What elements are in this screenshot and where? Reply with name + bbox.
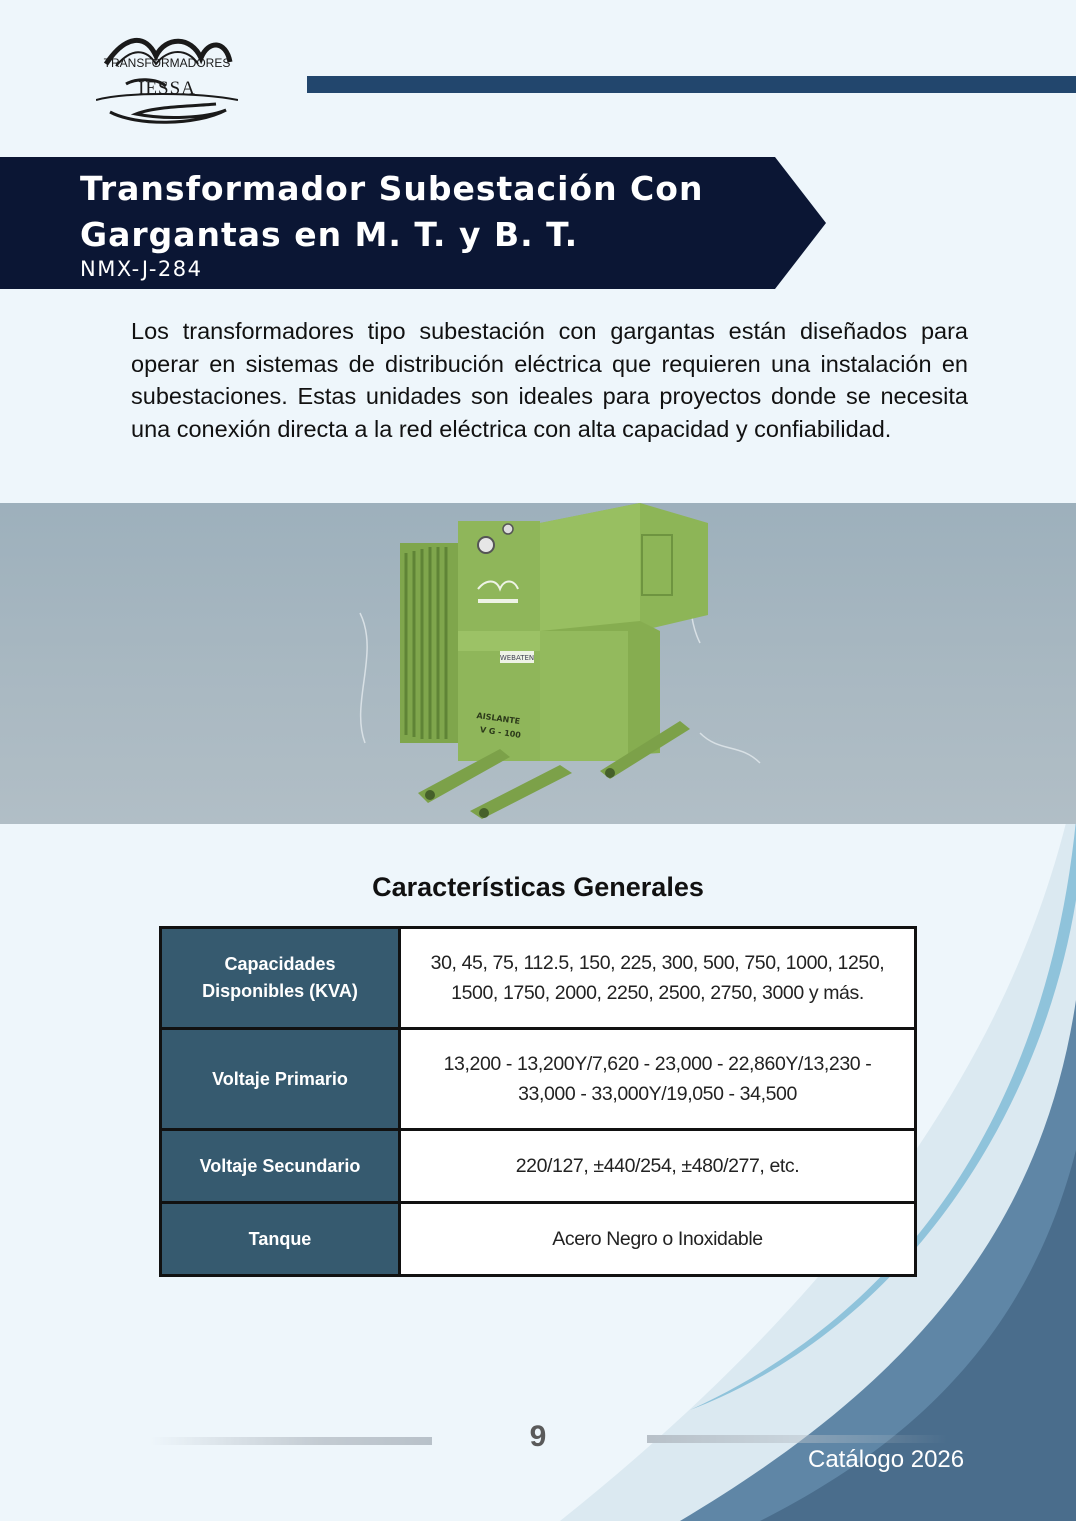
spec-label-line: Disponibles (KVA) — [202, 981, 358, 1001]
spec-value-primary-voltage — [400, 1029, 916, 1130]
plate-label: WEBATEN — [499, 654, 535, 662]
page-number: 9 — [529, 1420, 547, 1453]
intro-paragraph: Los transformadores tipo subestación con gargantas están diseñados para operar en sistemas de distribución eléctrica que requieren una instalación en subestaciones. Estas unidades son ideales para proyectos donde se necesita una conexión directa a la red eléctrica con alta capacidad y confiabilidad. — [131, 318, 968, 442]
logo-brand-name: IESSA — [138, 78, 196, 99]
spec-label-secondary-voltage: Voltaje Secundario — [161, 1130, 400, 1203]
footer-divider-right — [647, 1435, 947, 1443]
spec-label-primary-voltage: Voltaje Primario — [161, 1029, 400, 1130]
insulator-label: AISLANTE — [476, 711, 521, 727]
table-row — [161, 1203, 916, 1276]
table-row — [161, 1029, 916, 1130]
transformer-illustration — [0, 503, 1076, 824]
standard-code: NMX-J-284 — [80, 257, 203, 281]
table-row — [161, 1130, 916, 1203]
company-logo — [96, 34, 238, 126]
features-title: Características Generales — [372, 872, 704, 902]
footer-divider-left — [150, 1437, 432, 1445]
title-line-1: Transformador Subestación Con — [80, 169, 704, 208]
insulator-code: V G - 100 — [479, 725, 522, 740]
catalog-label: Catálogo 2026 — [808, 1446, 965, 1473]
spec-value-secondary-voltage: 220/127, ±440/254, ±480/277, etc. — [400, 1130, 916, 1203]
spec-value-tank: Acero Negro o Inoxidable — [400, 1203, 916, 1276]
table-row — [161, 928, 916, 1029]
spec-label-capacities — [161, 928, 400, 1029]
specs-table — [159, 926, 917, 1277]
product-photo — [0, 503, 1076, 824]
spec-label-tank: Tanque — [161, 1203, 400, 1276]
spec-value-line: 1500, 1750, 2000, 2250, 2500, 2750, 3000 y más. — [451, 982, 864, 1004]
title-line-2: Gargantas en M. T. y B. T. — [80, 215, 579, 254]
page-title — [80, 166, 760, 258]
spec-value-line: 13,200 - 13,200Y/7,620 - 23,000 - 22,860Y/13,230 - — [443, 1053, 872, 1075]
spec-label-line: Capacidades — [224, 954, 336, 974]
spec-value-line: 33,000 - 33,000Y/19,050 - 34,500 — [518, 1083, 797, 1105]
header-bar — [307, 76, 1076, 93]
spec-value-capacities — [400, 928, 916, 1029]
logo-text-top: TRANSFORMADORES — [103, 56, 231, 70]
spec-value-line: 30, 45, 75, 112.5, 150, 225, 300, 500, 750, 1000, 1250, — [430, 952, 885, 974]
